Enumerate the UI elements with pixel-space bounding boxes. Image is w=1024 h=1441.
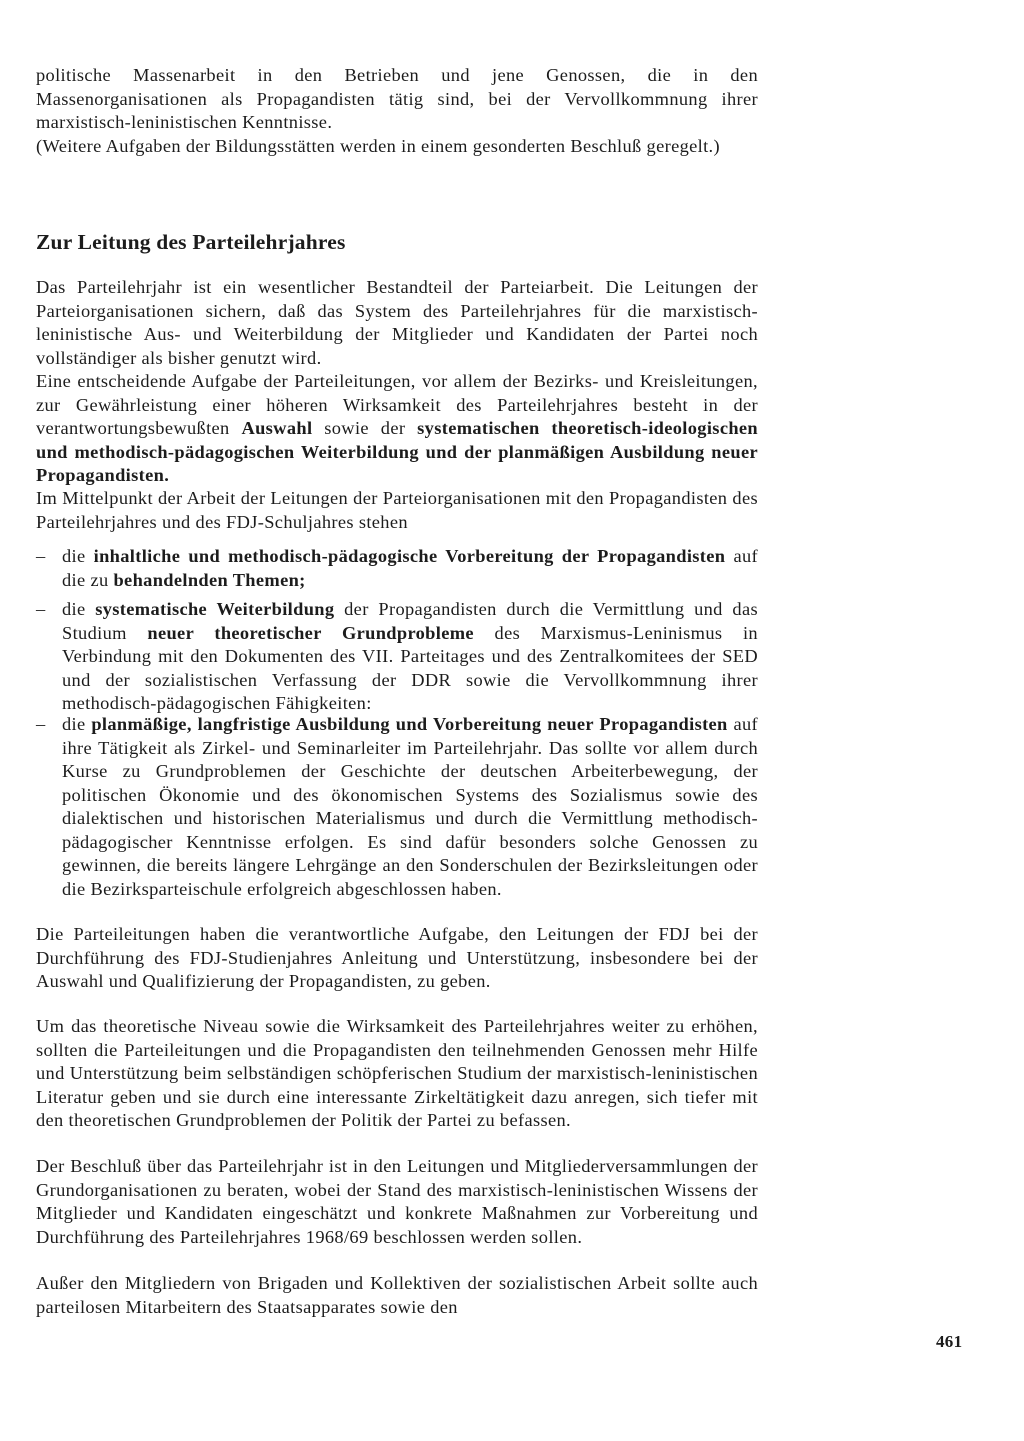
dash-bullet: –: [36, 599, 46, 619]
bold-text: neuer theoretischer Grundprobleme: [147, 622, 474, 643]
bold-text: systematische Weiterbildung: [95, 599, 335, 619]
text: die: [62, 546, 94, 566]
text: der Propagandisten durch die Vermittlung und das Studium: [62, 599, 758, 643]
text: Eine entscheidende Aufgabe der Parteileitungen, vor allem der Bezirks- und Kreisleitungen, zur Gewährleistung einer höheren Wirksamkeit des Parteilehrjahres besteht in der verantwortungsbewußten: [36, 371, 758, 438]
dash-bullet: –: [36, 546, 46, 566]
paragraph-7: Außer den Mitgliedern von Brigaden und Kollektiven der sozialistischen Arbeit sollte auch parteilosen Mitarbeitern des Staatsapparates sowie den: [36, 1273, 758, 1317]
list-item-2: [36, 598, 758, 716]
bold-text: systematischen theoretisch-ideologischen und methodisch-pädagogischen Weiterbildung und der planmäßigen Ausbildung neuer Propagandisten.: [36, 418, 758, 485]
text: sowie der: [312, 418, 418, 438]
intro-paragraph-1: politische Massenarbeit in den Betrieben und jene Genossen, die in den Massenorganisationen als Propagandisten tätig sind, bei der Vervollkommnung ihrer marxistisch-leninistischen Kenntnisse.: [36, 65, 758, 132]
paragraph-6: Der Beschluß über das Parteilehrjahr ist in den Leitungen und Mitgliederversammlungen der Grundorganisationen zu beraten, wobei der Stand des marxistisch-leninistischen Wissens der Mitglieder und Kandidaten eingeschätzt und konkrete Maßnahmen zur Vorbereitung und Durchführung des Parteilehrjahres 1968/69 beschlossen werden sollen.: [36, 1156, 758, 1247]
bold-text: Auswahl: [241, 418, 313, 438]
paragraph-1: Das Parteilehrjahr ist ein wesentlicher Bestandteil der Parteiarbeit. Die Leitungen der Parteiorganisationen sichern, daß das System des Parteilehrjahres für die marxistisch-leninistische Aus- und Weiterbildung der Mitglieder und Kandidaten der Partei noch vollständiger als bisher genutzt wird.: [36, 277, 758, 368]
bold-text: planmäßige, langfristige Ausbildung und Vorbereitung neuer Propagandisten: [91, 714, 728, 734]
text: auf die zu: [62, 546, 759, 590]
paragraph-4: Die Parteileitungen haben die verantwortliche Aufgabe, den Leitungen der FDJ bei der Durchführung des FDJ-Studienjahres Anleitung und Unterstützung, insbesondere bei der Auswahl und Qualifizierung der Propagandisten, zu geben.: [36, 924, 758, 991]
intro-paragraph-2: (Weitere Aufgaben der Bildungsstätten werden in einem gesonderten Beschluß geregelt.): [36, 136, 720, 156]
paragraph-5: Um das theoretische Niveau sowie die Wirksamkeit des Parteilehrjahres weiter zu erhöhen, sollten die Parteileitungen und die Propagandisten den teilnehmenden Genossen mehr Hilfe und Unterstützung beim selbständigen schöpferischen Studium der marxistisch-leninistischen Literatur geben und sie durch eine interessante Zirkeltätigkeit dazu anregen, sich tiefer mit den theoretischen Grundproblemen der Politik der Partei zu befassen.: [36, 1016, 758, 1130]
paragraph-2: [36, 370, 758, 488]
text: auf ihre Tätigkeit als Zirkel- und Seminarleiter im Parteilehrjahr. Das sollte vor allem durch Kurse zu Grundproblemen der Geschichte der deutschen Arbeiterbewegung, der politischen Ökonomie und des ökonomischen Systems des Sozialismus sowie des dialektischen und historischen Materialismus und durch die Vermittlung methodisch-pädagogischer Kenntnisse erfolgen. Es sind dafür besonders solche Genossen zu gewinnen, die bereits längere Lehrgänge an den Sonderschulen der Bezirksleitungen oder die Bezirksparteischule erfolgreich abgeschlossen haben.: [62, 714, 758, 899]
text: des Marxismus-Leninismus in Verbindung mit den Dokumenten des VII. Parteitages und des Zentralkomitees der SED und der sozialistischen Verfassung der DDR sowie die Vervollkommnung ihrer methodisch-pädagogischen Fähigkeiten:: [62, 622, 758, 713]
section-heading: Zur Leitung des Parteilehrjahres: [36, 230, 346, 254]
bold-text: inhaltliche und methodisch-pädagogische Vorbereitung der Propagandisten: [93, 546, 726, 566]
text: die: [62, 599, 96, 619]
page-number: 461: [936, 1332, 963, 1351]
bold-text: behandelnden Themen;: [113, 569, 306, 590]
text: die: [62, 714, 92, 734]
list-item-1: [36, 545, 758, 592]
list-item-3: [36, 713, 758, 901]
dash-bullet: –: [36, 714, 46, 734]
paragraph-3: Im Mittelpunkt der Arbeit der Leitungen der Parteiorganisationen mit den Propagandisten des Parteilehrjahres und des FDJ-Schuljahres stehen: [36, 488, 758, 532]
